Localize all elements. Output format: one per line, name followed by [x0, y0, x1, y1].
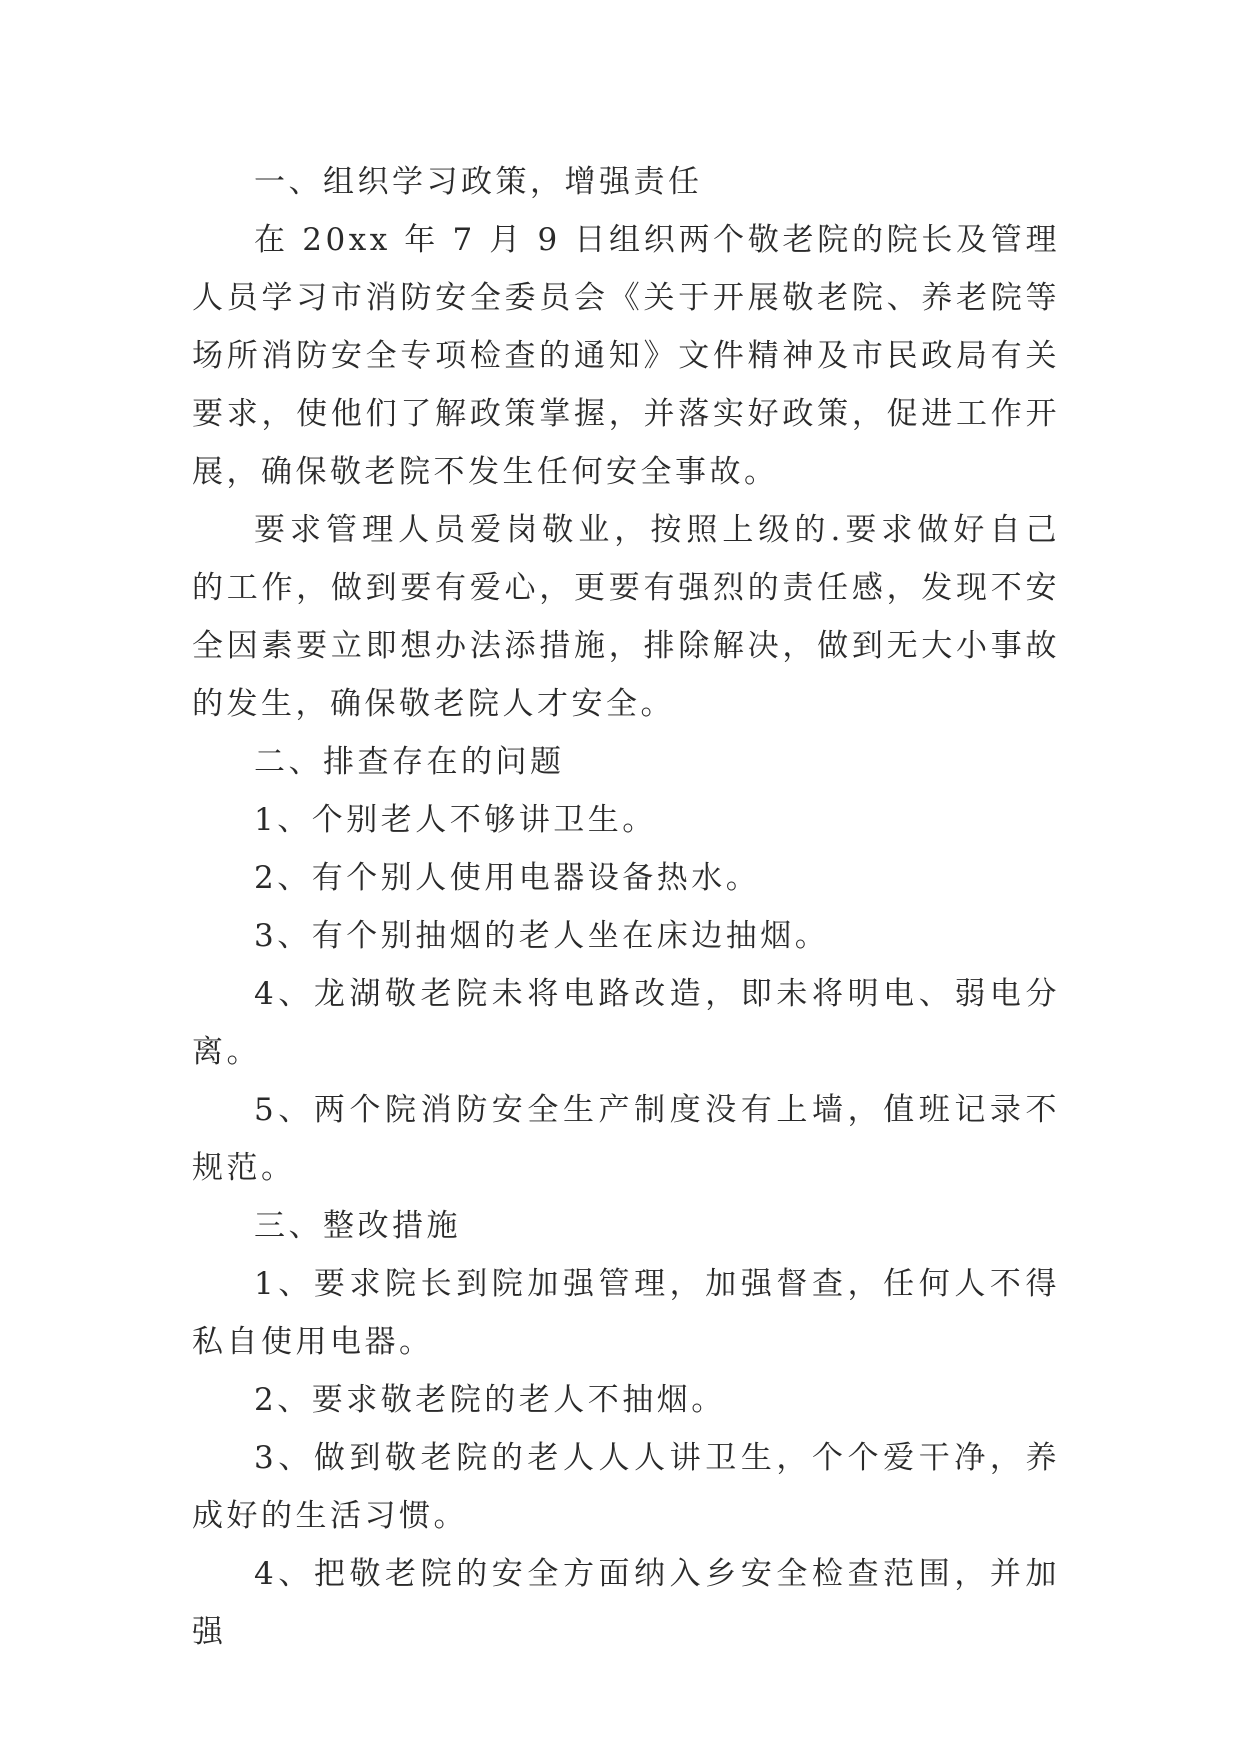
list-item: 3、做到敬老院的老人人人讲卫生，个个爱干净，养成好的生活习惯。: [192, 1440, 1060, 1534]
list-item: 4、龙湖敬老院未将电路改造，即未将明电、弱电分离。: [192, 976, 1060, 1070]
section-heading-2: 二、排查存在的问题: [254, 744, 565, 780]
list-item: 3、有个别抽烟的老人坐在床边抽烟。: [254, 918, 830, 954]
list-item: 2、要求敬老院的老人不抽烟。: [254, 1382, 726, 1418]
paragraph: 要求管理人员爱岗敬业，按照上级的.要求做好自己的工作，做到要有爱心，更要有强烈的责任感，发现不安全因素要立即想办法添措施，排除解决，做到无大小事故的发生，确保敬老院人才安全。: [192, 512, 1060, 722]
section-heading-1: 一、组织学习政策，增强责任: [254, 164, 703, 200]
list-item: 1、个别老人不够讲卫生。: [254, 802, 657, 838]
paragraph: 在 20xx 年 7 月 9 日组织两个敬老院的院长及管理人员学习市消防安全委员会《关于开展敬老院、养老院等场所消防安全专项检查的通知》文件精神及市民政局有关要求，使他们了解政策掌握，并落实好政策，促进工作开展，确保敬老院不发生任何安全事故。: [192, 222, 1060, 490]
list-item: 4、把敬老院的安全方面纳入乡安全检查范围，并加强: [192, 1556, 1060, 1650]
section-heading-3: 三、整改措施: [254, 1208, 461, 1244]
list-item: 5、两个院消防安全生产制度没有上墙，值班记录不规范。: [192, 1092, 1060, 1186]
document-body: [192, 153, 1060, 1661]
list-item: 2、有个别人使用电器设备热水。: [254, 860, 761, 896]
list-item: 1、要求院长到院加强管理，加强督查，任何人不得私自使用电器。: [192, 1266, 1060, 1360]
